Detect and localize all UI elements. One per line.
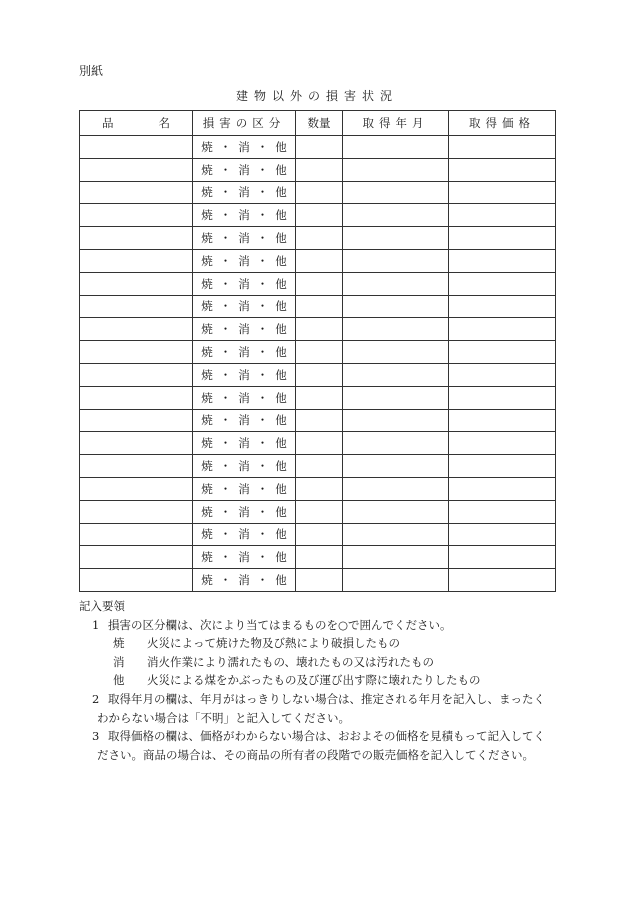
item-name-cell[interactable] <box>80 455 193 478</box>
acquisition-date-cell[interactable] <box>343 136 449 159</box>
separator-dot: ・ <box>256 504 269 519</box>
subitem-key: 焼 <box>113 636 125 651</box>
table-row <box>80 409 556 432</box>
damage-category-cell[interactable] <box>193 295 296 318</box>
quantity-cell[interactable] <box>296 341 343 364</box>
table-row <box>80 227 556 250</box>
damage-option[interactable]: 焼 <box>201 322 213 337</box>
acquisition-date-cell[interactable] <box>343 500 449 523</box>
damage-category-cell[interactable] <box>193 136 296 159</box>
separator-dot: ・ <box>219 253 232 268</box>
damage-category-cell[interactable] <box>193 227 296 250</box>
damage-option[interactable]: 焼 <box>201 527 213 542</box>
quantity-cell[interactable] <box>296 500 343 523</box>
quantity-cell[interactable] <box>296 318 343 341</box>
acquisition-price-cell[interactable] <box>449 227 556 250</box>
quantity-cell[interactable] <box>296 158 343 181</box>
damage-category-cell[interactable] <box>193 569 296 592</box>
acquisition-price-cell[interactable] <box>449 455 556 478</box>
header-item-name-part2: 名 <box>158 116 170 130</box>
instruction-item-2-continued: わからない場合は「不明」と記入してください。 <box>97 710 350 725</box>
separator-dot: ・ <box>219 367 232 382</box>
separator-dot: ・ <box>219 162 232 177</box>
acquisition-date-cell[interactable] <box>343 249 449 272</box>
table-row <box>80 432 556 455</box>
acquisition-price-cell[interactable] <box>449 295 556 318</box>
separator-dot: ・ <box>256 413 269 428</box>
quantity-cell[interactable] <box>296 204 343 227</box>
separator-dot: ・ <box>256 208 269 223</box>
separator-dot: ・ <box>256 185 269 200</box>
acquisition-date-cell[interactable] <box>343 318 449 341</box>
acquisition-price-cell[interactable] <box>449 409 556 432</box>
separator-dot: ・ <box>219 345 232 360</box>
quantity-cell[interactable] <box>296 523 343 546</box>
table-row <box>80 341 556 364</box>
header-acquisition-date: 取得年月 <box>343 111 449 136</box>
damage-option[interactable]: 消 <box>238 527 250 542</box>
item-name-cell[interactable] <box>80 409 193 432</box>
acquisition-price-cell[interactable] <box>449 500 556 523</box>
instruction-text: 取得年月の欄は、年月がはっきりしない場合は、推定される年月を記入し、まったく <box>108 691 545 706</box>
separator-dot: ・ <box>256 550 269 565</box>
item-name-cell[interactable] <box>80 227 193 250</box>
damage-option[interactable]: 他 <box>275 231 287 246</box>
header-item-name-part1: 品 <box>102 116 114 130</box>
table-row <box>80 318 556 341</box>
acquisition-date-cell[interactable] <box>343 181 449 204</box>
damage-option[interactable]: 焼 <box>201 367 213 382</box>
damage-table <box>79 110 556 592</box>
damage-option[interactable]: 消 <box>238 390 250 405</box>
separator-dot: ・ <box>256 322 269 337</box>
quantity-cell[interactable] <box>296 136 343 159</box>
damage-option[interactable]: 焼 <box>201 459 213 474</box>
damage-option[interactable]: 消 <box>238 413 250 428</box>
damage-option[interactable]: 消 <box>238 185 250 200</box>
damage-option[interactable]: 消 <box>238 322 250 337</box>
damage-option[interactable]: 焼 <box>201 253 213 268</box>
quantity-cell[interactable] <box>296 409 343 432</box>
quantity-cell[interactable] <box>296 272 343 295</box>
subitem-text: 消火作業により濡れたもの、壊れたもの又は汚れたもの <box>147 654 435 669</box>
separator-dot: ・ <box>256 162 269 177</box>
damage-option[interactable]: 消 <box>238 481 250 496</box>
item-name-cell[interactable] <box>80 523 193 546</box>
acquisition-date-cell[interactable] <box>343 227 449 250</box>
subitem-text: 火災によって焼けた物及び熱により破損したもの <box>147 636 400 651</box>
instruction-text: 損害の区分欄は、次により当てはまるものを○で囲んでください。 <box>108 617 452 632</box>
table-row <box>80 363 556 386</box>
acquisition-date-cell[interactable] <box>343 386 449 409</box>
table-row <box>80 136 556 159</box>
acquisition-price-cell[interactable] <box>449 523 556 546</box>
separator-dot: ・ <box>256 276 269 291</box>
separator-dot: ・ <box>219 299 232 314</box>
item-name-cell[interactable] <box>80 136 193 159</box>
quantity-cell[interactable] <box>296 455 343 478</box>
item-name-cell[interactable] <box>80 432 193 455</box>
instruction-item-3-continued: ださい。商品の場合は、その商品の所有者の段階での販売価格を記入してください。 <box>97 747 534 762</box>
damage-option[interactable]: 消 <box>238 459 250 474</box>
damage-option[interactable]: 他 <box>275 436 287 451</box>
table-row <box>80 386 556 409</box>
table-row <box>80 204 556 227</box>
damage-option[interactable]: 消 <box>238 139 250 154</box>
separator-dot: ・ <box>219 231 232 246</box>
quantity-cell[interactable] <box>296 227 343 250</box>
separator-dot: ・ <box>256 390 269 405</box>
separator-dot: ・ <box>256 139 269 154</box>
separator-dot: ・ <box>219 436 232 451</box>
quantity-cell[interactable] <box>296 181 343 204</box>
table-row <box>80 272 556 295</box>
subitem-text: 火災による煤をかぶったもの及び運び出す際に壊れたりしたもの <box>147 673 481 688</box>
separator-dot: ・ <box>256 481 269 496</box>
item-name-cell[interactable] <box>80 546 193 569</box>
item-name-cell[interactable] <box>80 318 193 341</box>
acquisition-price-cell[interactable] <box>449 249 556 272</box>
damage-option[interactable]: 焼 <box>201 208 213 223</box>
damage-option[interactable]: 他 <box>275 253 287 268</box>
instruction-item-3 <box>79 727 559 746</box>
separator-dot: ・ <box>219 276 232 291</box>
item-name-cell[interactable] <box>80 500 193 523</box>
damage-option[interactable]: 他 <box>275 345 287 360</box>
table-row <box>80 500 556 523</box>
damage-option[interactable]: 他 <box>275 139 287 154</box>
table-row <box>80 295 556 318</box>
damage-category-cell[interactable] <box>193 181 296 204</box>
separator-dot: ・ <box>219 139 232 154</box>
separator-dot: ・ <box>256 436 269 451</box>
acquisition-date-cell[interactable] <box>343 341 449 364</box>
acquisition-date-cell[interactable] <box>343 363 449 386</box>
table-row <box>80 249 556 272</box>
item-name-cell[interactable] <box>80 386 193 409</box>
table-row <box>80 569 556 592</box>
separator-dot: ・ <box>219 413 232 428</box>
quantity-cell[interactable] <box>296 295 343 318</box>
damage-option[interactable]: 他 <box>275 162 287 177</box>
item-name-cell[interactable] <box>80 477 193 500</box>
separator-dot: ・ <box>219 390 232 405</box>
instruction-subitem-burn <box>79 634 559 653</box>
damage-option[interactable]: 他 <box>275 208 287 223</box>
quantity-cell[interactable] <box>296 569 343 592</box>
instruction-item-1 <box>79 616 559 635</box>
header-damage-category: 損害の区分 <box>193 111 296 136</box>
instruction-number: 3 <box>92 729 100 744</box>
damage-category-cell[interactable] <box>193 477 296 500</box>
acquisition-date-cell[interactable] <box>343 455 449 478</box>
quantity-cell[interactable] <box>296 432 343 455</box>
damage-category-cell[interactable] <box>193 318 296 341</box>
separator-dot: ・ <box>219 504 232 519</box>
separator-dot: ・ <box>219 573 232 588</box>
separator-dot: ・ <box>256 459 269 474</box>
separator-dot: ・ <box>219 185 232 200</box>
instruction-text: 取得価格の欄は、価格がわからない場合は、おおよその価格を見積もって記入してく <box>108 729 545 744</box>
damage-option[interactable]: 焼 <box>201 550 213 565</box>
acquisition-date-cell[interactable] <box>343 158 449 181</box>
acquisition-price-cell[interactable] <box>449 204 556 227</box>
separator-dot: ・ <box>219 322 232 337</box>
damage-option[interactable]: 焼 <box>201 504 213 519</box>
separator-dot: ・ <box>219 550 232 565</box>
damage-option[interactable]: 焼 <box>201 162 213 177</box>
acquisition-date-cell[interactable] <box>343 569 449 592</box>
separator-dot: ・ <box>219 527 232 542</box>
instruction-item-2 <box>79 690 559 709</box>
damage-category-cell[interactable] <box>193 455 296 478</box>
damage-option[interactable]: 焼 <box>201 299 213 314</box>
table-row <box>80 455 556 478</box>
acquisition-date-cell[interactable] <box>343 523 449 546</box>
acquisition-price-cell[interactable] <box>449 546 556 569</box>
item-name-cell[interactable] <box>80 272 193 295</box>
damage-category-cell[interactable] <box>193 363 296 386</box>
separator-dot: ・ <box>219 208 232 223</box>
acquisition-date-cell[interactable] <box>343 432 449 455</box>
separator-dot: ・ <box>256 527 269 542</box>
acquisition-price-cell[interactable] <box>449 432 556 455</box>
table-row <box>80 181 556 204</box>
damage-option[interactable]: 消 <box>238 162 250 177</box>
damage-option[interactable]: 他 <box>275 322 287 337</box>
separator-dot: ・ <box>256 367 269 382</box>
damage-option[interactable]: 焼 <box>201 413 213 428</box>
damage-category-cell[interactable] <box>193 249 296 272</box>
damage-option[interactable]: 他 <box>275 276 287 291</box>
damage-option[interactable]: 焼 <box>201 573 213 588</box>
table-header-row <box>80 111 556 136</box>
damage-category-cell[interactable] <box>193 523 296 546</box>
acquisition-price-cell[interactable] <box>449 363 556 386</box>
damage-option[interactable]: 消 <box>238 276 250 291</box>
damage-option[interactable]: 消 <box>238 208 250 223</box>
acquisition-price-cell[interactable] <box>449 341 556 364</box>
quantity-cell[interactable] <box>296 546 343 569</box>
separator-dot: ・ <box>256 231 269 246</box>
header-quantity: 数量 <box>296 111 343 136</box>
damage-category-cell[interactable] <box>193 204 296 227</box>
damage-option[interactable]: 焼 <box>201 436 213 451</box>
damage-option[interactable]: 焼 <box>201 276 213 291</box>
item-name-cell[interactable] <box>80 158 193 181</box>
acquisition-price-cell[interactable] <box>449 569 556 592</box>
damage-option[interactable]: 消 <box>238 367 250 382</box>
damage-option[interactable]: 他 <box>275 459 287 474</box>
instruction-number: 2 <box>92 691 100 706</box>
separator-dot: ・ <box>219 459 232 474</box>
acquisition-date-cell[interactable] <box>343 409 449 432</box>
damage-option[interactable]: 他 <box>275 185 287 200</box>
subitem-key: 他 <box>113 673 125 688</box>
attachment-label: 別紙 <box>79 64 104 78</box>
separator-dot: ・ <box>219 481 232 496</box>
instructions <box>79 597 559 764</box>
damage-option[interactable]: 焼 <box>201 390 213 405</box>
acquisition-date-cell[interactable] <box>343 295 449 318</box>
header-item-name <box>80 111 193 136</box>
damage-option[interactable]: 他 <box>275 527 287 542</box>
damage-option[interactable]: 焼 <box>201 231 213 246</box>
item-name-cell[interactable] <box>80 295 193 318</box>
instruction-number: 1 <box>92 617 100 632</box>
acquisition-date-cell[interactable] <box>343 272 449 295</box>
damage-category-cell[interactable] <box>193 386 296 409</box>
acquisition-price-cell[interactable] <box>449 181 556 204</box>
damage-option[interactable]: 消 <box>238 299 250 314</box>
separator-dot: ・ <box>256 573 269 588</box>
item-name-cell[interactable] <box>80 569 193 592</box>
separator-dot: ・ <box>256 253 269 268</box>
damage-category-cell[interactable] <box>193 272 296 295</box>
quantity-cell[interactable] <box>296 249 343 272</box>
separator-dot: ・ <box>256 345 269 360</box>
damage-option[interactable]: 他 <box>275 550 287 565</box>
separator-dot: ・ <box>256 299 269 314</box>
table-row <box>80 158 556 181</box>
instruction-subitem-other <box>79 671 559 690</box>
damage-category-cell[interactable] <box>193 432 296 455</box>
acquisition-price-cell[interactable] <box>449 386 556 409</box>
damage-option[interactable]: 焼 <box>201 139 213 154</box>
acquisition-date-cell[interactable] <box>343 546 449 569</box>
damage-category-cell[interactable] <box>193 546 296 569</box>
damage-option[interactable]: 消 <box>238 436 250 451</box>
acquisition-price-cell[interactable] <box>449 158 556 181</box>
table-row <box>80 523 556 546</box>
item-name-cell[interactable] <box>80 363 193 386</box>
item-name-cell[interactable] <box>80 249 193 272</box>
item-name-cell[interactable] <box>80 341 193 364</box>
instructions-heading: 記入要領 <box>79 599 125 613</box>
damage-option[interactable]: 他 <box>275 390 287 405</box>
acquisition-date-cell[interactable] <box>343 204 449 227</box>
quantity-cell[interactable] <box>296 363 343 386</box>
damage-option[interactable]: 消 <box>238 550 250 565</box>
table-body <box>80 136 556 592</box>
damage-option[interactable]: 消 <box>238 573 250 588</box>
document-title: 建物以外の損害状況 <box>235 89 398 103</box>
acquisition-price-cell[interactable] <box>449 136 556 159</box>
damage-option[interactable]: 他 <box>275 481 287 496</box>
damage-category-cell[interactable] <box>193 500 296 523</box>
header-acquisition-price: 取得価格 <box>449 111 556 136</box>
damage-option[interactable]: 焼 <box>201 345 213 360</box>
item-name-cell[interactable] <box>80 181 193 204</box>
acquisition-date-cell[interactable] <box>343 477 449 500</box>
damage-option[interactable]: 他 <box>275 573 287 588</box>
damage-option[interactable]: 他 <box>275 367 287 382</box>
acquisition-price-cell[interactable] <box>449 318 556 341</box>
damage-option[interactable]: 焼 <box>201 481 213 496</box>
damage-option[interactable]: 消 <box>238 231 250 246</box>
damage-option[interactable]: 他 <box>275 413 287 428</box>
damage-option[interactable]: 消 <box>238 345 250 360</box>
item-name-cell[interactable] <box>80 204 193 227</box>
quantity-cell[interactable] <box>296 386 343 409</box>
acquisition-price-cell[interactable] <box>449 477 556 500</box>
damage-option[interactable]: 消 <box>238 253 250 268</box>
damage-option[interactable]: 他 <box>275 504 287 519</box>
table-row <box>80 477 556 500</box>
damage-option[interactable]: 焼 <box>201 185 213 200</box>
damage-category-cell[interactable] <box>193 158 296 181</box>
damage-option[interactable]: 他 <box>275 299 287 314</box>
subitem-key: 消 <box>113 654 125 669</box>
damage-category-cell[interactable] <box>193 341 296 364</box>
quantity-cell[interactable] <box>296 477 343 500</box>
damage-category-cell[interactable] <box>193 409 296 432</box>
instruction-subitem-extinguish <box>79 653 559 672</box>
damage-option[interactable]: 消 <box>238 504 250 519</box>
acquisition-price-cell[interactable] <box>449 272 556 295</box>
table-row <box>80 546 556 569</box>
